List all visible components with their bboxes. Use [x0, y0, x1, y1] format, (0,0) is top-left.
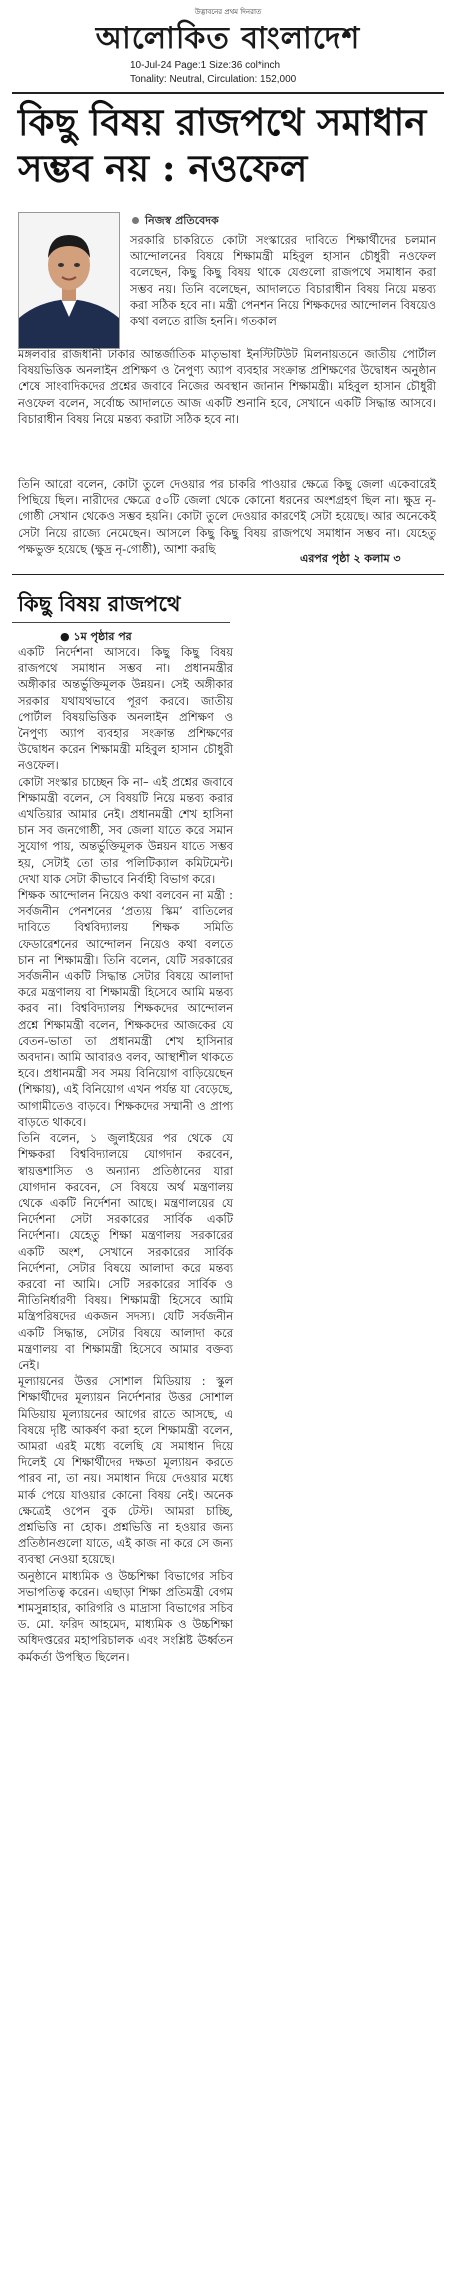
- bullet-icon: [132, 217, 139, 224]
- jump-rule: [12, 622, 230, 623]
- top-rule: [12, 92, 444, 94]
- jump-paragraph: তিনি বলেন, ১ জুলাইয়ের পর থেকে যে শিক্ষকরা বিশ্ববিদ্যালয়ে যোগদান করবেন, স্বায়ত্তশাসিত ও অন্যান্য প্রতিষ্ঠানের যারা যোগদান করবেন, সে বিষয়ে অর্থ মন্ত্রণালয় থেকে একটি নির্দেশনা আছে। মন্ত্রণালয়ের যে নির্দেশনা সেটা সরকারের সার্বিক একটি নির্দেশনা। যেহেতু শিক্ষা মন্ত্রণালয় সরকারের একটি অংশ, সেখানে সরকারের সার্বিক নির্দেশনা, সেটার বিষয়ে আলাদা করে মন্তব্য করবো না আমি। সেটি সরকারের সার্বিক ও নীতিনির্ধারণী বিষয়। শিক্ষামন্ত্রী হিসেবে আমি মন্ত্রিপরিষদের একজন সদস্য। যেটি সর্বজনীন একটি সিদ্ধান্ত, সেটার বিষয়ে আলাদা করে মন্ত্রণালয় বা শিক্ষামন্ত্রী হিসেবে আমার বক্তব্য নেই।: [18, 1131, 233, 1372]
- jump-paragraph: কোটা সংস্কার চাচ্ছেন কি না– এই প্রশ্নের জবাবে শিক্ষামন্ত্রী বলেন, সে বিষয়টি নিয়ে মন্তব্য করার এখতিয়ার আমার নেই। প্রধানমন্ত্রী শেখ হাসিনা চান সব জনগোষ্ঠী, সব জেলা যাতে করে সমান সুযোগ পায়, অন্তর্ভুক্তিমূলক উন্নয়ন যাতে সম্ভব হয়, সেটাই তো তার পলিটিক্যাল কমিটমেন্ট। দেখা যাক সেটা কীভাবে নির্বাহী বিভাগ করে।: [18, 774, 233, 886]
- headline-line-2: সম্ভব নয় : নওফেল: [18, 146, 308, 190]
- body-paragraph-3: তিনি আরো বলেন, কোটা তুলে দেওয়ার পর চাকরি পাওয়ার ক্ষেত্রে কিছু জেলা একেবারেই পিছিয়ে ছিল। নারীদের ক্ষেত্রে ৫০টি জেলা থেকে কোনো ধরনের অংশগ্রহণ ছিল না। ক্ষুদ্র নৃ-গোষ্ঠী সেখান থেকেও সম্ভব হয়নি। কোটা তুলে দেওয়ার কারণেই সেটা হয়েছে। আর অনেকেই সেটা নিয়ে রাজ্যে নেমেছেন। আসলে কিছু কিছু বিষয় রাজপথে সমাধান সম্ভব না। যেহেতু পক্ষভুক্ত হয়েছে (ক্ষুদ্র নৃ-গোষ্ঠী), আশা করছি: [18, 477, 436, 556]
- clip-meta-tonality: Tonality: Neutral, Circulation: 152,000: [130, 74, 297, 85]
- jump-paragraph: মূল্যায়নের উত্তর সোশাল মিডিয়ায় : স্কুল শিক্ষার্থীদের মূল্যায়ন নির্দেশনার উত্তর সোশাল মিডিয়ায় মূল্যায়নের আগের রাতে আসছে, এ বিষয়ে দৃষ্টি আকর্ষণ করা হলে শিক্ষামন্ত্রী বলেন, আমরা এরই মধ্যে বলেছি যে সমাধান দিয়ে দিলেই যে শিক্ষার্থীদের দক্ষতা মূল্যায়ন করতে পারব না, তা নয়। সমাধান দিয়ে দেওয়ার মধ্যে মার্ক পেয়ে যাওয়ার কোনো বিষয় নেই। অনেক ক্ষেত্রেই ওপেন বুক টেস্ট। আমরা চাচ্ছি, প্রশ্নভিত্তি না হোক। প্রশ্নভিত্তি না হওয়ার জন্য প্রতিষ্ঠানগুলো যাতে, এই কাজ না করে সে জন্য ব্যবস্থা নেওয়া হয়েছে।: [18, 1374, 233, 1567]
- byline-text: নিজস্ব প্রতিবেদক: [145, 214, 219, 227]
- body-paragraph-1: সরকারি চাকরিতে কোটা সংস্কারের দাবিতে শিক্ষার্থীদের চলমান আন্দোলনের বিষয়ে শিক্ষামন্ত্রী মহিবুল হাসান চৌধুরী নওফেল বলেছেন, কিছু কিছু বিষয় থাকে যেগুলো রাজপথে সমাধান করা সম্ভব নয়। তিনি বলেছেন, আদালতে বিচারাধীন বিষয় নিয়ে মন্তব্য করা সঠিক হবে না। মন্ত্রী পেনশন নিয়ে শিক্ষকদের আন্দোলন বিষয়েও কথা বলতে রাজি হননি। গতকাল: [130, 233, 436, 329]
- headline-line-1: কিছু বিষয় রাজপথে সমাধান: [18, 100, 427, 144]
- clip-meta-date-size: 10-Jul-24 Page:1 Size:36 col*inch: [130, 60, 281, 71]
- body-paragraph-2: মঙ্গলবার রাজধানী ঢাকার আন্তর্জাতিক মাতৃভাষা ইনস্টিটিউট মিলনায়তনে জাতীয় পোর্টাল বিষয়ভিত্তিক অনলাইন প্রশিক্ষণ ও নৈপুণ্য অ্যাপ ব্যবহার সংক্রান্ত প্রশিক্ষণের উদ্বোধন অনুষ্ঠান শেষে সাংবাদিকদের প্রশ্নের জবাবে নিজের অবস্থান জানান শিক্ষামন্ত্রী। মহিবুল হাসান চৌধুরী নওফেল বলেন, সর্বোচ্চ আদালতে আজ একটি শুনানি হবে, সেখানে একটি সিদ্ধান্ত আসবে। বিচারাধীন বিষয় নিয়ে মন্তব্য করাটা সঠিক হবে না।: [18, 347, 436, 426]
- jump-column: [18, 644, 233, 1665]
- continued-note: এরপর পৃষ্ঠা ২ কলাম ৩: [300, 552, 401, 565]
- section-rule: [12, 574, 444, 575]
- byline: [132, 212, 219, 231]
- jump-paragraph: একটি নির্দেশনা আসবে। কিছু কিছু বিষয় রাজপথে সমাধান সম্ভব না। প্রধানমন্ত্রীর অঙ্গীকার অন্তর্ভুক্তিমূলক উন্নয়ন। সেই অঙ্গীকার সরকার যথাযথভাবে পূরণ করবে। জাতীয় পোর্টাল বিষয়ভিত্তিক অনলাইন প্রশিক্ষণ ও নৈপুণ্য অ্যাপ ব্যবহার সংক্রান্ত প্রশিক্ষণের উদ্বোধন করেন শিক্ষামন্ত্রী মহিবুল হাসান চৌধুরী নওফেল।: [18, 645, 233, 773]
- jump-headline: কিছু বিষয় রাজপথে: [18, 591, 181, 616]
- bullet-icon: ●: [60, 630, 74, 643]
- newspaper-masthead: আলোকিত বাংলাদেশ: [95, 21, 361, 56]
- jump-paragraph: অনুষ্ঠানে মাধ্যমিক ও উচ্চশিক্ষা বিভাগের সচিব সভাপতিত্ব করেন। এছাড়া শিক্ষা প্রতিমন্ত্রী বেগম শামসুন্নাহার, কারিগরি ও মাদ্রাসা বিভাগের সচিব ড. মো. ফরিদ আহমেদ, মাধ্যমিক ও উচ্চশিক্ষা অধিদপ্তরের মহাপরিচালক এবং সংশ্লিষ্ট ঊর্ধ্বতন কর্মকর্তা উপস্থিত ছিলেন।: [18, 1568, 233, 1664]
- jump-from-text: ১ম পৃষ্ঠার পর: [73, 630, 132, 643]
- minister-photo: [18, 212, 120, 349]
- jump-paragraph: শিক্ষক আন্দোলন নিয়েও কথা বলবেন না মন্ত্রী : সর্বজনীন পেনশনের ‘প্রত্যয় স্কিম’ বাতিলের দাবিতে বিশ্ববিদ্যালয় শিক্ষক সমিতি ফেডারেশনের আন্দোলন নিয়েও কথা বলতে চান না শিক্ষামন্ত্রী। তিনি বলেন, যেটি সরকারের সর্বজনীন একটি সিদ্ধান্ত সেটার বিষয়ে আলাদা করে মন্ত্রণালয় বা শিক্ষামন্ত্রী হিসেবে আমি মন্তব্য করব না। বিশ্ববিদ্যালয় শিক্ষকদের আন্দোলন প্রশ্নে শিক্ষামন্ত্রী বলেন, শিক্ষকদের আজকের যে বেতন-ভাতা তা প্রধানমন্ত্রী শেখ হাসিনার অবদান। আমি আবারও বলব, আস্থাশীল থাকতে হবে। প্রধানমন্ত্রী সব সময় বিনিয়োগ বাড়িয়েছেন (শিক্ষায়), এই বিনিয়োগ এখন পর্যন্ত যা বেড়েছে, আগামীতেও বাড়বে। শিক্ষকদের সম্মানী ও প্রাপ্য বাড়তে থাকবে।: [18, 888, 233, 1129]
- masthead-subtitle: উদ্ভাবনের প্রথম দিনরাত: [194, 8, 262, 16]
